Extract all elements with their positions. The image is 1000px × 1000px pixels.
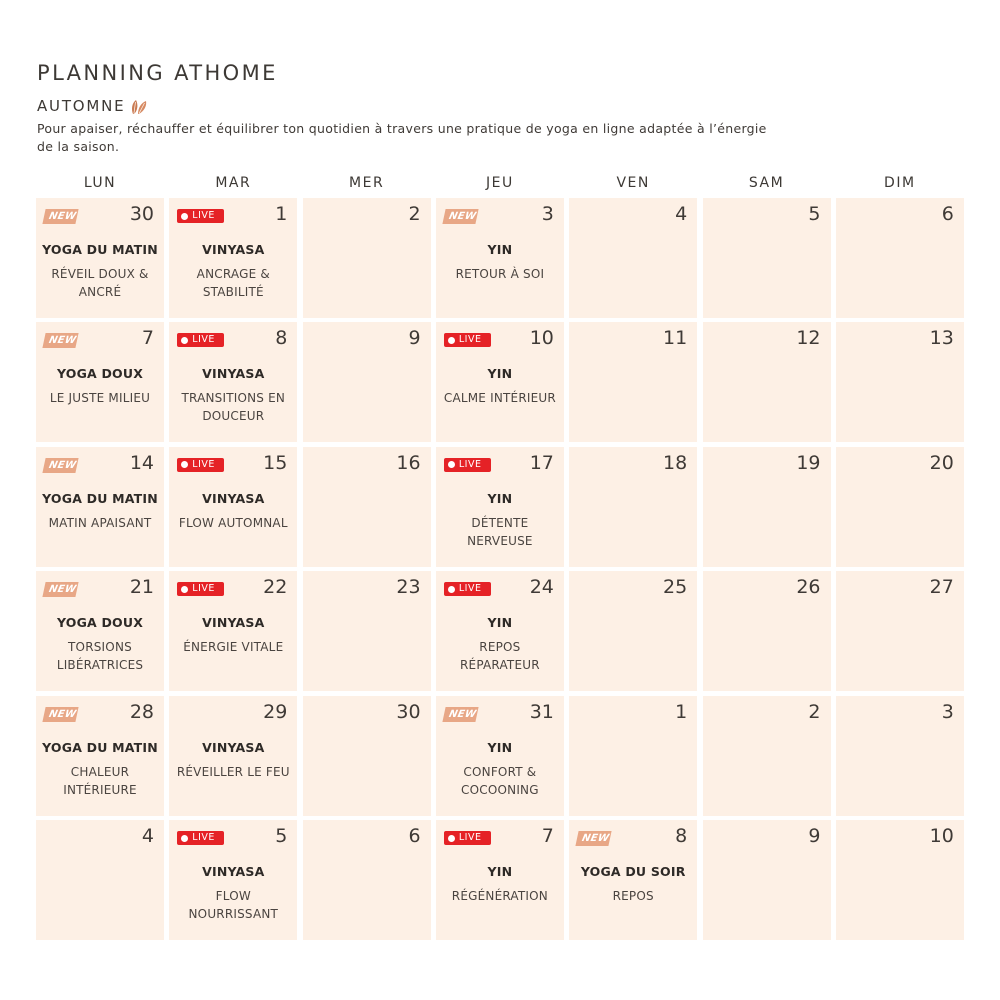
live-badge-label: LIVE (458, 458, 482, 470)
calendar-day-cell (703, 696, 831, 816)
calendar-day-cell (303, 198, 431, 318)
live-badge-label: LIVE (458, 583, 482, 595)
calendar-day-cell[interactable] (36, 696, 164, 816)
day-number: 4 (675, 203, 688, 225)
live-badge (177, 582, 224, 596)
day-number: 30 (129, 203, 154, 225)
class-title: YIN (487, 739, 513, 755)
calendar-day-cell[interactable] (169, 447, 297, 567)
day-number: 24 (529, 576, 554, 599)
class-subtitle: DÉTENTE NERVEUSE (467, 515, 533, 548)
day-number: 1 (675, 700, 688, 723)
live-badge-label: LIVE (192, 334, 215, 346)
page-description: Pour apaiser, réchauffer et équilibrer ton quotidien à travers une pratique de yoga en ligne adaptée à l’énergie de la saison. (37, 121, 767, 154)
live-badge (444, 831, 491, 845)
calendar-day-cell[interactable] (436, 322, 564, 442)
calendar-day-cell[interactable] (169, 198, 297, 318)
calendar-day-cell[interactable] (36, 322, 164, 442)
class-title: YIN (487, 366, 513, 382)
calendar-day-cell[interactable] (36, 198, 164, 318)
class-title: YOGA DU MATIN (42, 242, 158, 257)
class-subtitle: ÉNERGIE VITALE (183, 640, 284, 655)
day-number: 7 (541, 825, 554, 847)
class-subtitle: ANCRAGE & STABILITÉ (196, 267, 270, 299)
calendar-day-cell (836, 322, 964, 442)
new-badge: NEW (42, 333, 78, 348)
calendar-day-cell (836, 447, 964, 567)
calendar-day-cell (569, 696, 697, 816)
calendar-day-cell (303, 696, 431, 816)
new-badge: NEW (42, 209, 78, 224)
day-number: 30 (396, 700, 421, 723)
new-badge: NEW (42, 582, 78, 597)
class-subtitle: LE JUSTE MILIEU (49, 391, 151, 406)
day-number: 25 (663, 576, 688, 599)
calendar-day-cell (303, 447, 431, 567)
calendar-day-cell (569, 447, 697, 567)
class-subtitle: CHALEUR INTÉRIEURE (63, 764, 137, 797)
day-number: 13 (929, 327, 954, 350)
calendar-day-cell[interactable] (436, 447, 564, 567)
day-number: 14 (129, 451, 154, 474)
day-number: 3 (541, 203, 554, 225)
day-number: 17 (529, 451, 554, 474)
live-badge (177, 209, 224, 223)
day-number: 5 (275, 825, 288, 847)
season-label: AUTOMNE (37, 97, 126, 115)
day-number: 19 (796, 451, 821, 474)
live-dot-icon (448, 835, 455, 842)
day-number: 3 (941, 700, 954, 723)
live-badge (444, 582, 491, 596)
class-subtitle: FLOW AUTOMNAL (178, 515, 288, 530)
class-title: VINYASA (202, 242, 265, 257)
day-number: 10 (529, 327, 554, 350)
class-title: VINYASA (202, 366, 265, 382)
class-subtitle: TORSIONS LIBÉRATRICES (56, 640, 144, 673)
live-badge (444, 458, 491, 472)
class-title: YOGA DU MATIN (42, 490, 158, 506)
class-title: YOGA DU SOIR (580, 864, 686, 879)
live-badge-label: LIVE (192, 210, 215, 221)
weekday-label: DIM (884, 175, 916, 191)
live-badge-label: LIVE (458, 832, 482, 843)
weekday-label: JEU (486, 175, 514, 191)
calendar-day-cell (569, 322, 697, 442)
day-number: 8 (275, 327, 288, 350)
class-title: VINYASA (202, 739, 265, 755)
class-subtitle: RÉGÉNÉRATION (451, 889, 548, 903)
calendar-day-cell[interactable] (436, 198, 564, 318)
class-subtitle: RÉVEILLER LE FEU (176, 764, 290, 779)
class-title: YIN (487, 242, 513, 257)
new-badge: NEW (442, 209, 478, 224)
day-number: 16 (396, 451, 421, 474)
calendar-day-cell[interactable] (36, 571, 164, 691)
calendar-day-cell (303, 322, 431, 442)
day-number: 21 (129, 576, 154, 599)
day-number: 28 (129, 700, 154, 723)
calendar-day-cell (303, 820, 431, 940)
day-number: 2 (808, 700, 821, 723)
class-title: VINYASA (202, 864, 265, 879)
calendar-day-cell (703, 571, 831, 691)
day-number: 9 (408, 327, 421, 350)
calendar-day-cell[interactable] (36, 447, 164, 567)
class-title: VINYASA (202, 490, 265, 506)
calendar-day-cell (36, 820, 164, 940)
day-number: 20 (929, 451, 954, 474)
new-badge: NEW (42, 458, 78, 473)
class-title: YIN (487, 490, 513, 506)
calendar-day-cell[interactable] (436, 820, 564, 940)
weekday-label: MAR (215, 175, 252, 191)
live-dot-icon (448, 461, 455, 468)
live-dot-icon (181, 461, 188, 468)
class-title: YOGA DOUX (56, 366, 144, 382)
season-heading (37, 97, 149, 115)
calendar-day-cell[interactable] (569, 820, 697, 940)
calendar-day-cell (303, 571, 431, 691)
calendar-day-cell[interactable] (169, 322, 297, 442)
calendar-day-cell (836, 820, 964, 940)
day-number: 9 (808, 825, 821, 847)
day-number: 10 (929, 825, 954, 847)
live-dot-icon (448, 337, 455, 344)
day-number: 5 (808, 203, 821, 225)
live-badge (177, 458, 224, 472)
live-badge-label: LIVE (458, 334, 482, 346)
weekday-label: VEN (616, 175, 650, 191)
calendar-day-cell (836, 198, 964, 318)
calendar-day-cell[interactable] (436, 571, 564, 691)
new-badge: NEW (42, 707, 78, 722)
calendar-day-cell[interactable] (169, 820, 297, 940)
calendar-day-cell (703, 322, 831, 442)
day-number: 12 (796, 327, 821, 350)
live-badge-label: LIVE (192, 832, 215, 843)
new-badge: NEW (442, 707, 478, 722)
live-badge-label: LIVE (192, 458, 215, 470)
calendar-day-cell (569, 198, 697, 318)
calendar-day-cell (703, 820, 831, 940)
day-number: 2 (408, 203, 421, 225)
calendar-day-cell (703, 198, 831, 318)
class-title: YIN (487, 864, 513, 879)
day-number: 7 (141, 327, 154, 350)
new-badge: NEW (576, 831, 612, 846)
class-title: YIN (487, 615, 513, 631)
calendar-day-cell (569, 571, 697, 691)
day-number: 8 (675, 825, 688, 847)
class-subtitle: TRANSITIONS EN DOUCEUR (181, 391, 286, 424)
calendar-day-cell[interactable] (169, 571, 297, 691)
live-dot-icon (181, 337, 188, 344)
day-number: 18 (663, 451, 688, 474)
class-subtitle: CALME INTÉRIEUR (443, 391, 556, 406)
class-title: YOGA DOUX (56, 615, 144, 631)
calendar-day-cell[interactable] (169, 696, 297, 816)
calendar-day-cell (836, 696, 964, 816)
day-number: 6 (941, 203, 954, 225)
weekday-label: MER (349, 175, 385, 191)
day-number: 6 (408, 825, 421, 847)
day-number: 15 (263, 451, 288, 474)
class-subtitle: REPOS (612, 889, 654, 903)
class-subtitle: RETOUR À SOI (455, 267, 545, 281)
live-badge (444, 333, 491, 347)
weekday-label: SAM (748, 175, 785, 191)
live-dot-icon (181, 835, 188, 842)
live-dot-icon (181, 213, 188, 220)
live-badge (177, 333, 224, 347)
live-badge-label: LIVE (192, 583, 215, 595)
class-subtitle: CONFORT & COCOONING (461, 764, 539, 797)
class-title: VINYASA (202, 615, 265, 631)
day-number: 23 (396, 576, 421, 599)
class-subtitle: FLOW NOURRISSANT (188, 889, 279, 921)
calendar-day-cell (703, 447, 831, 567)
class-title: YOGA DU MATIN (42, 739, 158, 755)
leaf-icon (129, 97, 149, 115)
day-number: 31 (529, 700, 554, 723)
live-dot-icon (181, 586, 188, 593)
class-subtitle: REPOS RÉPARATEUR (460, 640, 540, 673)
page-title: PLANNING ATHOME (37, 61, 278, 85)
day-number: 11 (663, 327, 688, 350)
class-subtitle: MATIN APAISANT (48, 515, 152, 530)
class-subtitle: RÉVEIL DOUX & ANCRÉ (51, 267, 149, 299)
day-number: 26 (796, 576, 821, 599)
live-dot-icon (448, 586, 455, 593)
calendar-day-cell (836, 571, 964, 691)
day-number: 1 (275, 203, 288, 225)
day-number: 4 (141, 825, 154, 847)
calendar-day-cell[interactable] (436, 696, 564, 816)
weekday-label: LUN (83, 175, 117, 191)
live-badge (177, 831, 224, 845)
day-number: 29 (263, 700, 288, 723)
day-number: 27 (929, 576, 954, 599)
day-number: 22 (263, 576, 288, 599)
